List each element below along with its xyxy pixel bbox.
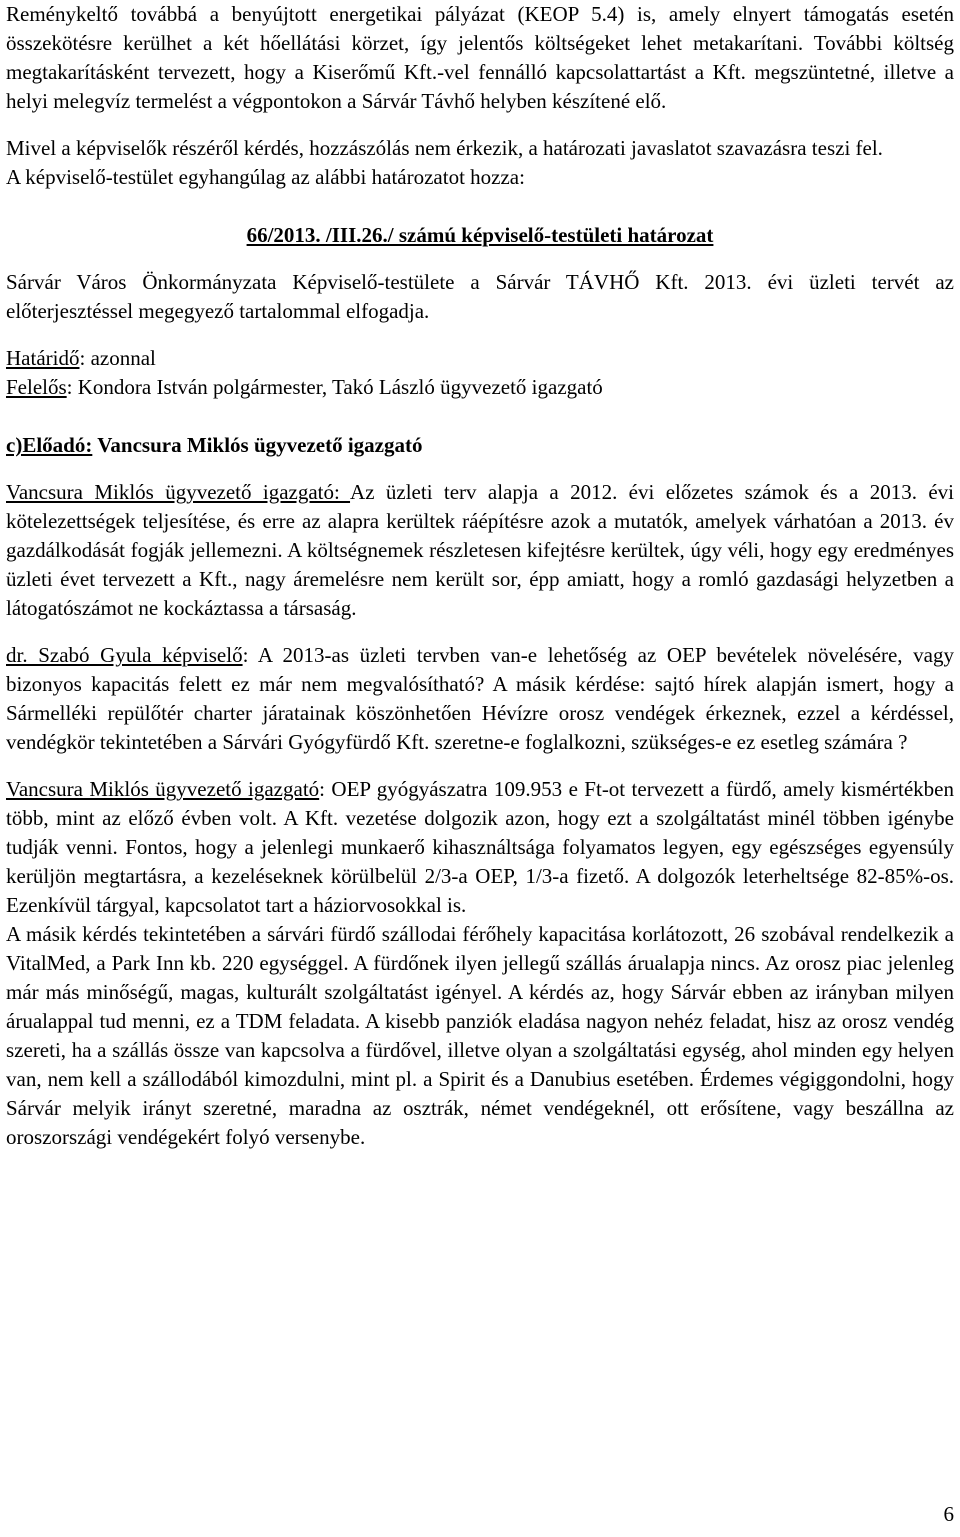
resolution-title-text: 66/2013. /III.26./ számú képviselő-testületi határozat [246,223,714,247]
section-c-speaker: Vancsura Miklós ügyvezető igazgató [92,433,423,457]
section-c-heading [6,431,954,460]
speech-paragraph [6,641,954,757]
responsible-label: Felelős [6,375,67,399]
page-number: 6 [943,1502,954,1526]
spacer [6,460,954,478]
document-page [6,0,954,1152]
section-c-label: c)Előadó: [6,433,93,457]
spacer [6,757,954,775]
responsible-value: : Kondora István polgármester, Takó László ügyvezető igazgató [66,375,603,399]
speaker-name: dr. Szabó Gyula képviselő [6,643,243,667]
deadline-label: Határidő [6,346,80,370]
spacer [6,402,954,431]
spacer [6,623,954,641]
speech-paragraph [6,478,954,623]
speech-paragraph [6,775,954,920]
deadline-line [6,344,954,373]
spacer [6,250,954,268]
spacer [6,192,954,221]
deadline-value: : azonnal [79,346,156,370]
resolution-body: Sárvár Város Önkormányzata Képviselő-testülete a Sárvár TÁVHŐ Kft. 2013. évi üzleti tervét az előterjesztéssel megegyező tartalommal elfogadja. [6,270,954,323]
vote-paragraph: Mivel a képviselők részéről kérdés, hozzászólás nem érkezik, a határozati javaslatot szavazásra teszi fel. [6,136,883,160]
speech-text: : A 2013-as üzleti tervben van-e lehetőség az OEP bevételek növelésére, vagy bizonyos kapacitás felett ez már nem megvalósítható? A másik kérdése: sajtó hírek alapján ismert, hogy a Sármelléki repülőtér charter járatainak köszönhetően Hévízre orosz vendégek érkeznek, ezzel a kérdéssel, vendégkör tekintetében a Sárvári Gyógyfürdő Kft. szeretne-e foglalkozni, szükséges-e ez esetleg számára ? [6,643,954,754]
spacer [6,326,954,344]
speech-text: Az üzleti terv alapja a 2012. évi előzetes számok és a 2013. évi kötelezettségek teljesítése, és erre az alapra kerültek ráépítésre azok a mutatók, amelyek várhatóan a 2013. év gazdálkodását fogják jellemezni. A költségnemek részletesen kifejtésre kerültek, úgy véli, hogy egy eredményes üzleti évet tervezett a Kft., nagy áremelésre nem került sor, épp amiatt, hogy a romló gazdasági helyzetben a látogatószámot ne kockáztassa a társaság. [6,480,954,620]
vote-result-line: A képviselő-testület egyhangúlag az alábbi határozatot hozza: [6,165,525,189]
speech-text: : OEP gyógyászatra 109.953 e Ft-ot tervezett a fürdő, amely kismértékben több, mint az előző évben volt. A Kft. vezetése dolgozik azon, hogy ezt a szolgáltatást minél többen igénybe tudják venni. Fontos, hogy a jelenlegi munkaerő kihasználtsága folyamatos legyen, egy egészséges egyensúly kerüljön megtartásra, a kezeléseknek körülbelül 2/3-a OEP, 1/3-a fizető. A dolgozók leterheltsége 82-85%-os. Ezenkívül tárgyal, kapcsolatot tart a háziorvosokkal is. [6,777,954,917]
responsible-line [6,373,954,402]
speaker-name: Vancsura Miklós ügyvezető igazgató: [6,480,351,504]
resolution-title [6,221,954,250]
spacer [6,116,954,134]
speaker-name: Vancsura Miklós ügyvezető igazgató [6,777,320,801]
speech-continuation: A másik kérdés tekintetében a sárvári fürdő szállodai férőhely kapacitása korlátozott, 26 szobával rendelkezik a VitalMed, a Park Inn kb. 220 egységgel. A fürdőnek ilyen jellegű szállás árualapja nincs. Az orosz piac jelenleg már más minőségű, magas, kulturált szolgáltatást igényel. A kérdés az, hogy Sárvár ebben az irányban milyen árualappal tud menni, ez a TDM feladata. A kisebb panziók eladása nagyon nehéz feladat, hisz az orosz vendég szereti, ha a szállás össze van kapcsolva a fürdővel, illetve olyan a szolgáltatási egység, ahol minden egy helyen van, nem kell a szállodából kimozdulni, mint pl. a Spirit és a Danubius esetében. Érdemes végiggondolni, hogy Sárvár melyik irányt szeretné, maradna az osztrák, német vendégeknél, ott erősítene, vagy beszállna az oroszországi vendégekért folyó versenybe. [6,922,954,1149]
intro-paragraph: Reménykeltő továbbá a benyújtott energetikai pályázat (KEOP 5.4) is, amely elnyert támogatás esetén összekötésre kerülhet a két hőellátási körzet, így jelentős költségeket lehet metakarítani. További költség megtakarításként tervezett, hogy a Kiserőmű Kft.-vel fennálló kapcsolattartást a Kft. megszüntetné, illetve a helyi melegvíz termelést a végpontokon a Sárvár Távhő helyben készítené elő. [6,2,954,113]
